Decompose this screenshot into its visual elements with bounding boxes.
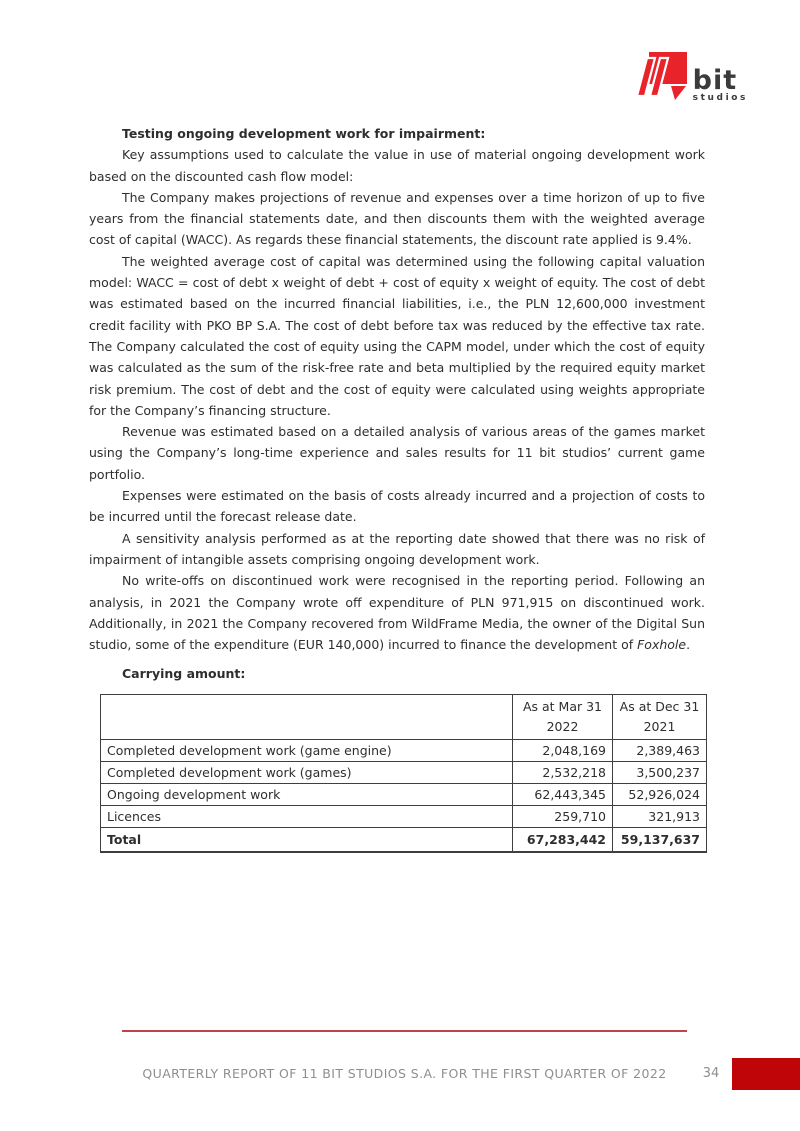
value-dec-2021: 2,389,463 [613,739,707,761]
paragraph: Expenses were estimated on the basis of costs already incurred and a projection of costs to be incurred until the forecast release date. [89,488,705,525]
value-mar-2022: 62,443,345 [513,783,613,805]
footer-red-block [732,1058,800,1090]
total-dec-2021: 59,137,637 [613,827,707,852]
value-mar-2022: 2,532,218 [513,761,613,783]
header-mar-2022 [513,694,613,739]
header-dec-2021 [613,694,707,739]
header-line: As at Mar 31 [522,698,603,714]
total-mar-2022: 67,283,442 [513,827,613,852]
table-total-row [101,827,707,852]
logo-11-icon [634,52,688,104]
header-line: 2022 [546,718,579,734]
paragraph: Key assumptions used to calculate the value in use of material ongoing development work based on the discounted cash flow model: [89,147,705,184]
header-empty-cell [101,694,513,739]
paragraph: A sensitivity analysis performed as at the reporting date showed that there was no risk of impairment of intangible assets comprising ongoing development work. [89,530,705,567]
value-dec-2021: 3,500,237 [613,761,707,783]
table-row [101,783,707,805]
section-heading: Testing ongoing development work for impairment: [122,126,486,141]
value-dec-2021: 52,926,024 [613,783,707,805]
paragraph: The Company makes projections of revenue and expenses over a time horizon of up to five years from the financial statements date, and then discounts them with the weighted average cost of capital (WACC). As regards these financial statements, the discount rate applied is 9.4%. [89,189,705,248]
table-row [101,739,707,761]
row-label: Completed development work (games) [101,761,513,783]
game-title-italic: Foxhole [637,637,687,653]
table-row [101,805,707,827]
total-label: Total [101,827,513,852]
company-logo [634,52,748,104]
header-line: 2021 [643,718,676,734]
logo-bit-text: bit [692,65,738,96]
row-label: Licences [101,805,513,827]
carrying-amount-label: Carrying amount: [122,666,246,682]
logo-wordmark [692,65,748,103]
paragraph: The weighted average cost of capital was determined using the following capital valuation model: WACC = cost of debt x weight of debt + cost of equity x weight of equity. The cost of debt was estimated based on the incurred financial liabilities, i.e., the PLN 12,600,000 investment credit facility with PKO BP S.A. The cost of debt before tax was reduced by the effective tax rate. The Company calculated the cost of equity using the CAPM model, under which the cost of equity was calculated as the sum of the risk-free rate and beta multiplied by the required equity market risk premium. The cost of debt and the cost of equity were calculated using weights appropriate for the Company’s financing structure. [89,253,705,418]
table-header-row [101,694,707,739]
page-number: 34 [702,1066,720,1081]
footer-divider [122,1030,687,1032]
logo-studios-text: studios [692,93,748,103]
paragraph: Revenue was estimated based on a detailed analysis of various areas of the games market using the Company’s long-time experience and sales results for 11 bit studios’ current game portfolio. [89,424,705,482]
carrying-amount-table [100,694,707,853]
paragraph-text: . [686,637,691,653]
row-label: Ongoing development work [101,783,513,805]
footer-report-title: QUARTERLY REPORT OF 11 BIT STUDIOS S.A. FOR THE FIRST QUARTER OF 2022 [142,1066,667,1081]
value-mar-2022: 259,710 [513,805,613,827]
paragraph [89,570,705,655]
header-line: As at Dec 31 [619,698,700,714]
value-dec-2021: 321,913 [613,805,707,827]
value-mar-2022: 2,048,169 [513,739,613,761]
paragraph-text: No write-offs on discontinued work were recognised in the reporting period. Following an analysis, in 2021 the Company wrote off expenditure of PLN 971,915 on discontinued work. Additionally, in 2021 the Company recovered from WildFrame Media, the owner of the Digital Sun studio, some of the expenditure (EUR 140,000) incurred to finance the development of [89,573,705,653]
row-label: Completed development work (game engine) [101,739,513,761]
report-body [89,123,705,853]
table-row [101,761,707,783]
